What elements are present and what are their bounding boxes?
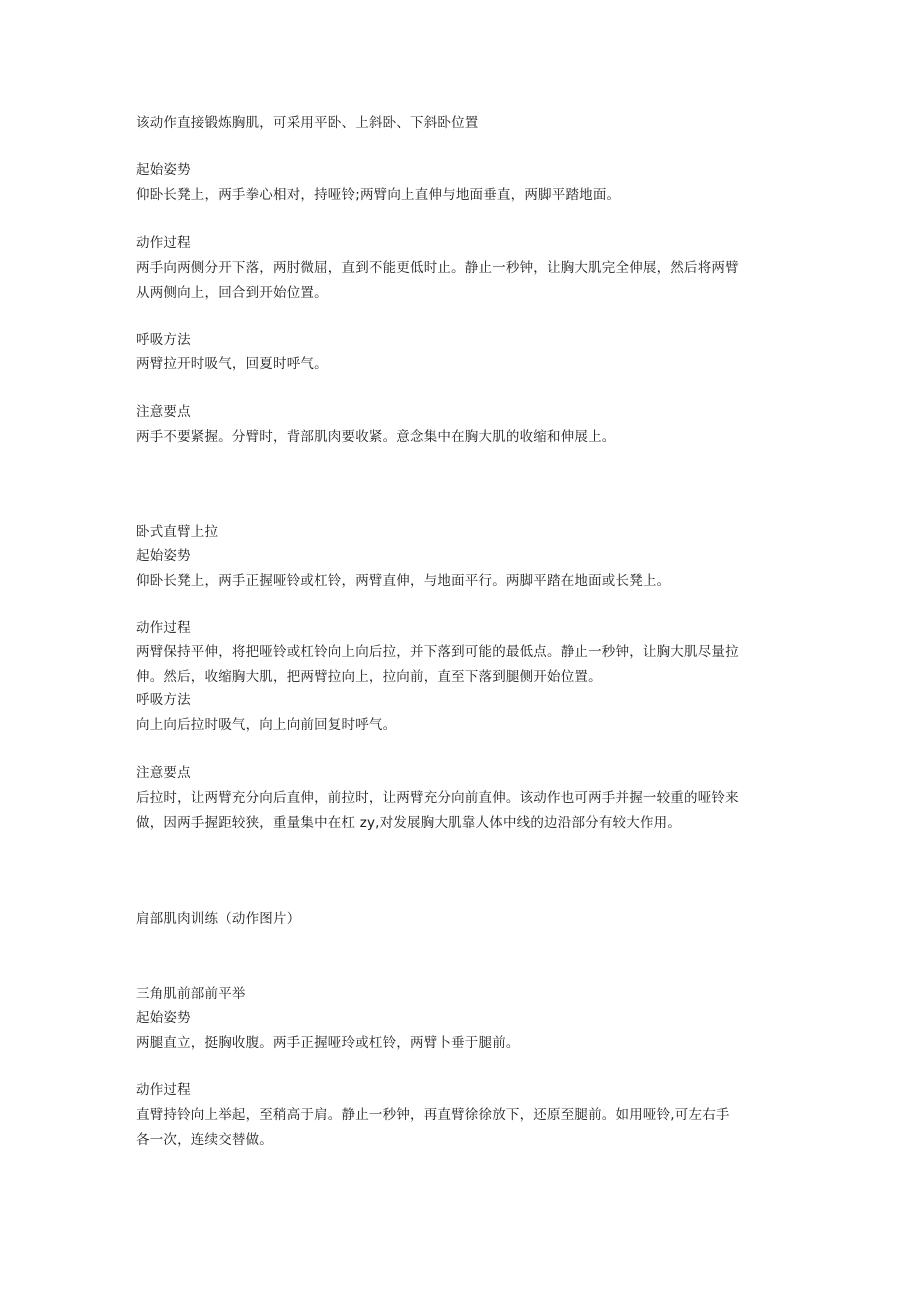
section1-breath-heading: 呼吸方法 (136, 332, 191, 348)
section2-start-heading: 起始姿势 (136, 548, 191, 564)
section2-notes-line1: 后拉时，让两臂充分向后直伸，前拉时，让两臂充分向前直伸。该动作也可两手并握一较重的哑铃来 (136, 790, 739, 806)
section1-process-line1: 两手向两侧分开下落，两肘微屈，直到不能更低时止。静止一秒钟，让胸大肌完全伸展，然后将两臂 (136, 260, 739, 276)
section2-title: 卧式直臂上拉 (136, 524, 219, 540)
section2-breath-text: 向上向后拉时吸气，向上向前回复时呼气。 (136, 717, 397, 733)
section3-process-heading: 动作过程 (136, 1082, 191, 1098)
section3-start-heading: 起始姿势 (136, 1010, 191, 1026)
section2-process-line2: 伸。然后，收缩胸大肌，把两臂拉向上，拉向前，直至下落到腿侧开始位置。 (136, 669, 602, 685)
section1-process-heading: 动作过程 (136, 235, 191, 251)
section1-process-line2: 从两侧向上，回合到开始位置。 (136, 285, 328, 301)
section1-breath-text: 两臂拉开时吸气，回夏时呼气。 (136, 356, 328, 372)
section3-start-text: 两腿直立，挺胸收腹。两手正握哑玲或杠铃，两臂卜垂于腿前。 (136, 1035, 520, 1051)
section3-process-line2: 各一次，连续交替做。 (136, 1132, 273, 1148)
section3-process-line1: 直臂持铃向上举起，至稍高于肩。静止一秒钟，再直臂徐徐放下，还原至腿前。如用哑铃,可左右手 (136, 1107, 730, 1123)
section1-start-heading: 起始姿势 (136, 162, 191, 178)
section2-process-line1: 两臂保持平伸，将把哑铃或杠铃向上向后拉，并下落到可能的最低点。静止一秒钟，让胸大肌尽量拉 (136, 644, 739, 660)
section1-notes-heading: 注意要点 (136, 404, 191, 420)
section1-start-text: 仰卧长凳上，两手拳心相对，持哑铃;两臂向上直伸与地面垂直，两脚平踏地面。 (136, 187, 621, 203)
section2-notes-heading: 注意要点 (136, 765, 191, 781)
section2-breath-heading: 呼吸方法 (136, 692, 191, 708)
intro-text: 该动作直接锻炼胸肌，可采用平卧、上斜卧、下斜卧位置 (136, 115, 479, 131)
shoulder-training-title: 肩部肌肉训练（动作图片） (136, 911, 301, 927)
section2-process-heading: 动作过程 (136, 620, 191, 636)
section1-notes-text: 两手不要紧握。分臂时，背部肌肉要收紧。意念集中在胸大肌的收缩和伸展上。 (136, 429, 616, 445)
section2-notes-line2: 做，因两手握距较狭，重量集中在杠 zy,对发展胸大肌靠人体中线的边沿部分有较大作用。 (136, 815, 682, 831)
section3-title: 三角肌前部前平举 (136, 986, 246, 1002)
section2-start-text: 仰卧长凳上，两手正握哑铃或杠铃，两臂直伸，与地面平行。两脚平踏在地面或长凳上。 (136, 573, 671, 589)
